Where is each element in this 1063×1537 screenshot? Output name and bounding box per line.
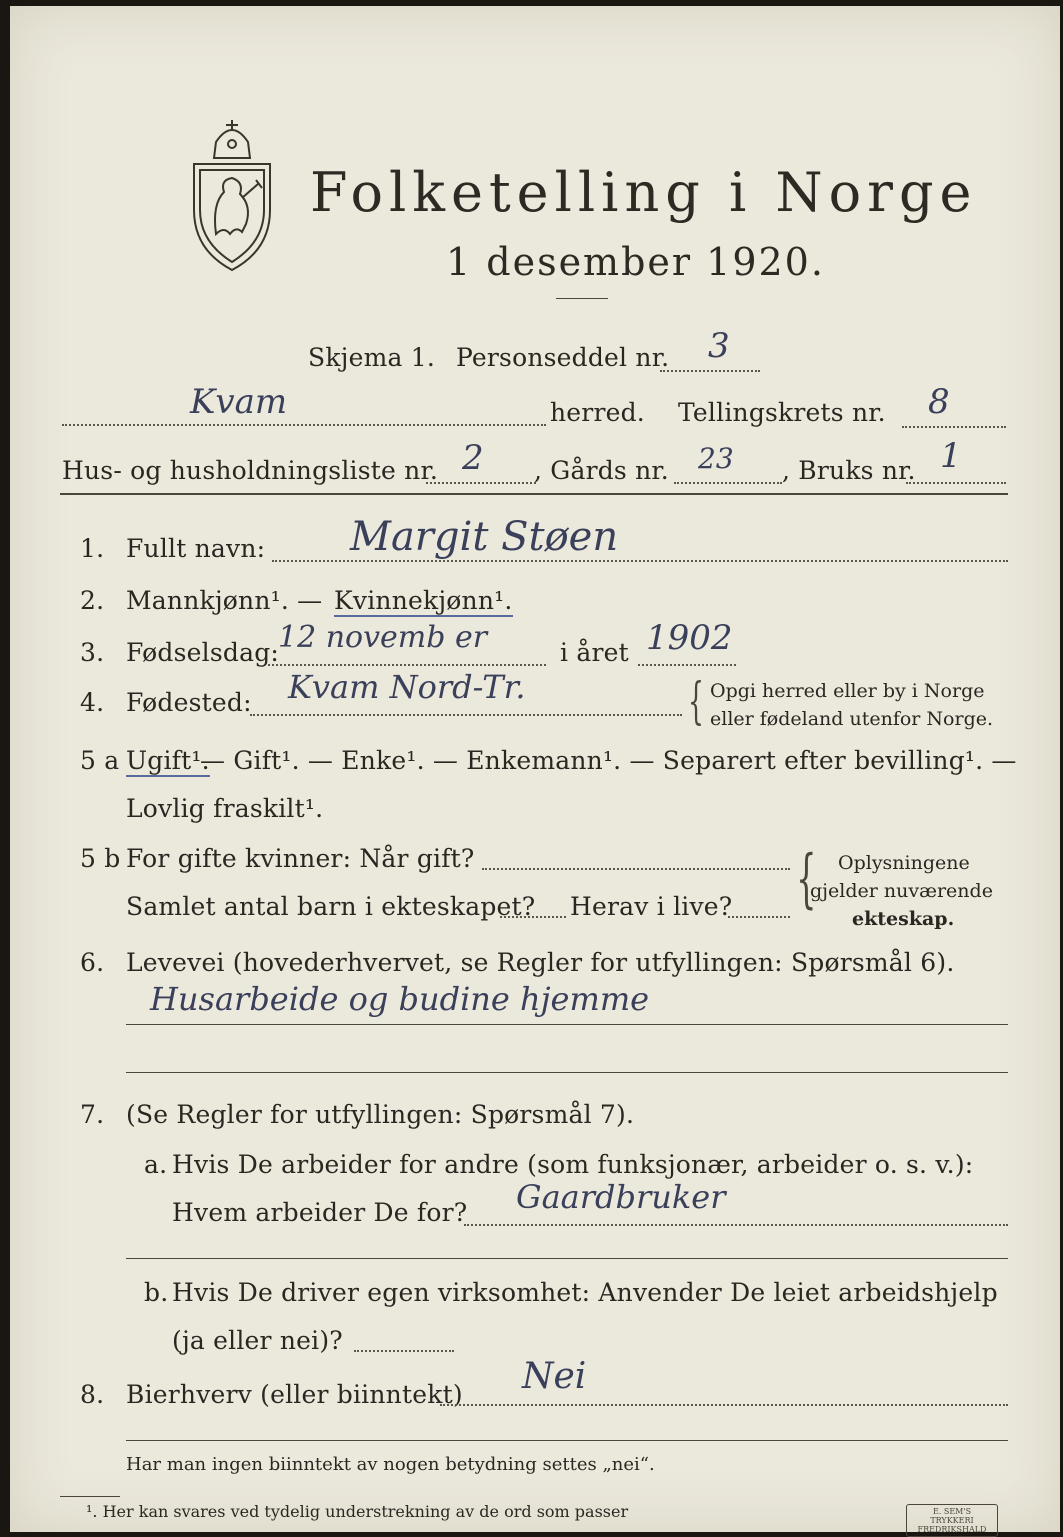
- tellingskrets-field[interactable]: [902, 426, 1006, 428]
- header-divider: [60, 493, 1008, 495]
- q1-number: 1.: [80, 534, 105, 563]
- female-option[interactable]: Kvinnekjønn¹.: [334, 586, 513, 615]
- employer-field[interactable]: [464, 1224, 1008, 1226]
- printer-stamp: E. SEM'S TRYKKERI FREDRIKSHALD: [906, 1504, 998, 1537]
- employer-line-2[interactable]: [126, 1258, 1008, 1259]
- occupation-line-2[interactable]: [126, 1072, 1008, 1073]
- personseddel-value: 3: [708, 326, 730, 366]
- birthday-field[interactable]: [268, 664, 546, 666]
- q2-number: 2.: [80, 586, 105, 615]
- footnote: ¹. Her kan svares ved tydelig understrekning av de ord som passer: [86, 1502, 629, 1521]
- occupation-value: Husarbeide og budine hjemme: [150, 980, 650, 1018]
- footnote-divider: [60, 1496, 120, 1497]
- census-form: [10, 6, 1060, 1532]
- gards-label: , Gårds nr.: [534, 456, 669, 485]
- footer-note: Har man ingen biinntekt av nogen betydning settes „nei“.: [126, 1454, 655, 1475]
- marriage-note-1: Oplysningene: [838, 852, 970, 874]
- q6-label: Levevei (hovederhvervet, se Regler for utfyllingen: Spørsmål 6).: [126, 948, 955, 977]
- personseddel-label: Personseddel nr.: [456, 343, 670, 372]
- q8-number: 8.: [80, 1380, 105, 1409]
- birth-year-value: 1902: [646, 618, 733, 658]
- marriage-note-brace: {: [796, 842, 817, 916]
- hired-help-field[interactable]: [354, 1350, 454, 1352]
- side-income-line-2[interactable]: [126, 1440, 1008, 1441]
- birthplace-value: Kvam Nord-Tr.: [288, 668, 526, 706]
- unmarried-option[interactable]: Ugift¹.: [126, 746, 210, 775]
- q7a-question: Hvem arbeider De for?: [172, 1198, 468, 1227]
- hus-value: 2: [462, 438, 484, 478]
- children-field[interactable]: [500, 916, 566, 918]
- herred-field[interactable]: [62, 424, 546, 426]
- gards-value: 23: [698, 442, 734, 475]
- male-option[interactable]: Mannkjønn¹. —: [126, 586, 323, 615]
- q7a-letter: a.: [144, 1150, 168, 1179]
- birthplace-field[interactable]: [250, 714, 682, 716]
- form-date: 1 desember 1920.: [446, 240, 825, 284]
- married-when-field[interactable]: [482, 868, 790, 870]
- q4-number: 4.: [80, 688, 105, 717]
- herred-label: herred.: [550, 398, 645, 427]
- children-label: Samlet antal barn i ekteskapet?: [126, 892, 536, 921]
- tellingskrets-value: 8: [928, 382, 950, 422]
- divorced-option[interactable]: Lovlig fraskilt¹.: [126, 794, 324, 823]
- q1-label: Fullt navn:: [126, 534, 266, 563]
- title-divider: [556, 298, 608, 299]
- employer-value: Gaardbruker: [516, 1178, 726, 1216]
- alive-field[interactable]: [728, 916, 790, 918]
- q7-label: (Se Regler for utfyllingen: Spørsmål 7).: [126, 1100, 635, 1129]
- marital-options[interactable]: — Gift¹. — Enke¹. — Enkemann¹. — Separert efter bevilling¹. —: [200, 746, 1017, 775]
- q3-label: Fødselsdag:: [126, 638, 280, 667]
- q5b-number: 5 b: [80, 844, 121, 873]
- personseddel-field[interactable]: [660, 370, 760, 372]
- marriage-note-3: ekteskap.: [852, 908, 955, 930]
- alive-label: Herav i live?: [570, 892, 733, 921]
- marriage-note-2: gjelder nuværende: [810, 880, 993, 902]
- q7b-label: Hvis De driver egen virksomhet: Anvender De leiet arbeidshjelp: [172, 1278, 998, 1307]
- side-income-value: Nei: [522, 1356, 587, 1397]
- birthplace-note-1: Opgi herred eller by i Norge: [710, 680, 985, 702]
- married-when-label: For gifte kvinner: Når gift?: [126, 844, 475, 873]
- form-title: Folketelling i Norge: [310, 161, 978, 224]
- herred-value: Kvam: [190, 382, 288, 422]
- bruks-field[interactable]: [906, 482, 1006, 484]
- year-label: i året: [560, 638, 629, 667]
- hus-field[interactable]: [426, 482, 536, 484]
- tellingskrets-label: Tellingskrets nr.: [678, 398, 886, 427]
- q6-number: 6.: [80, 948, 105, 977]
- birthday-value: 12 novemb er: [278, 620, 488, 655]
- birthplace-note-2: eller fødeland utenfor Norge.: [710, 708, 994, 730]
- birth-year-field[interactable]: [638, 664, 736, 666]
- q7a-label: Hvis De arbeider for andre (som funksjonær, arbeider o. s. v.):: [172, 1150, 974, 1179]
- q7b-letter: b.: [144, 1278, 169, 1307]
- hus-label: Hus- og husholdningsliste nr.: [62, 456, 439, 485]
- bruks-label: , Bruks nr.: [782, 456, 916, 485]
- gards-field[interactable]: [674, 482, 782, 484]
- occupation-line-1[interactable]: [126, 1024, 1008, 1025]
- q5a-number: 5 a: [80, 746, 120, 775]
- q3-number: 3.: [80, 638, 105, 667]
- side-income-field[interactable]: [440, 1404, 1008, 1406]
- full-name-field[interactable]: [272, 560, 1008, 562]
- q8-label: Bierhverv (eller biinntekt): [126, 1380, 463, 1409]
- full-name-value: Margit Støen: [350, 514, 619, 560]
- q7b-question: (ja eller nei)?: [172, 1326, 343, 1355]
- bruks-value: 1: [940, 436, 962, 476]
- q4-label: Fødested:: [126, 688, 252, 717]
- coat-of-arms-icon: [186, 114, 278, 274]
- q7-number: 7.: [80, 1100, 105, 1129]
- birthplace-note-brace: {: [687, 672, 704, 730]
- skjema-label: Skjema 1.: [308, 343, 436, 372]
